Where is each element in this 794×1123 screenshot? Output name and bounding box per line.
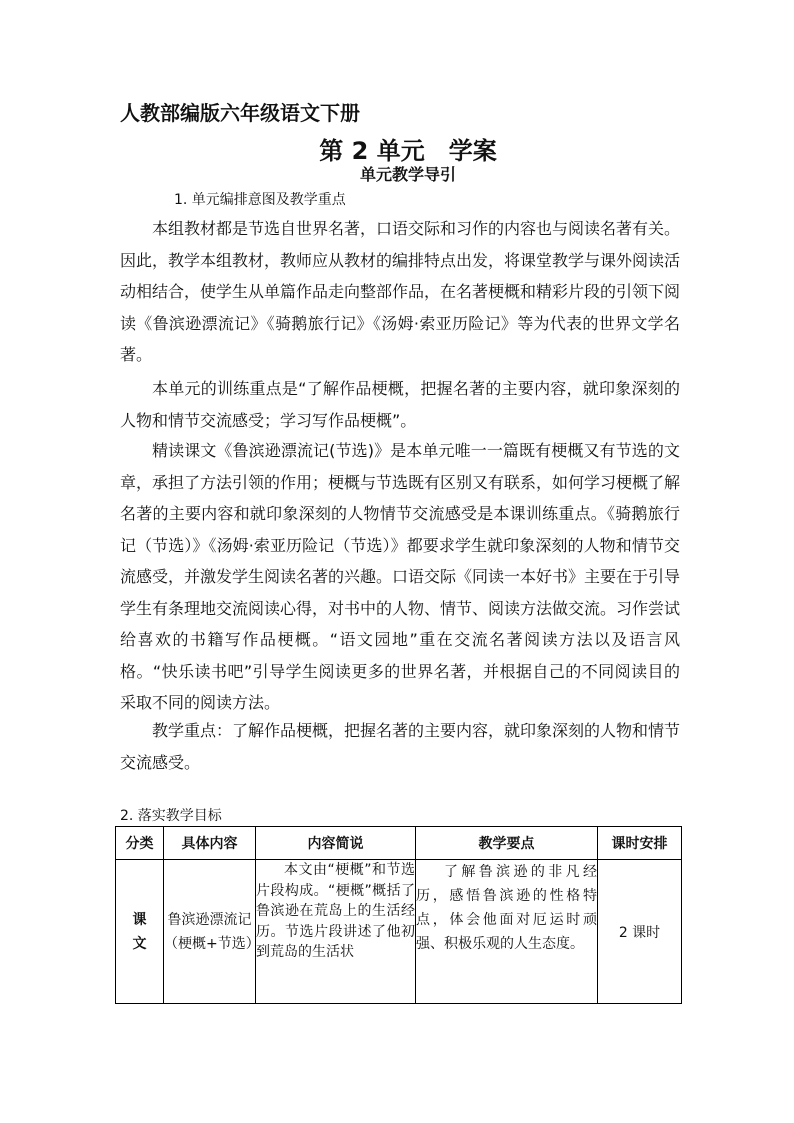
paragraph: 教学重点：了解作品梗概，把握名著的主要内容，就印象深刻的人物和情节交流感受。 <box>120 721 681 772</box>
column-header: 内容简说 <box>256 827 416 860</box>
column-header: 课时安排 <box>598 827 682 860</box>
table-header-row <box>116 827 682 860</box>
teaching-goals-table <box>115 826 682 1004</box>
category-text: 课文 <box>132 911 147 952</box>
content-cell: 鲁滨逊漂流记（梗概+节选） <box>164 860 256 1004</box>
paragraph: 精读课文《鲁滨逊漂流记(节选)》是本单元唯一一篇既有梗概又有节选的文章，承担了方法引领的作用；梗概与节选既有区别又有联系，如何学习梗概了解名著的主要内容和就印象深刻的人物情节交流感受是本课训练重点。《骑鹅旅行记（节选）》《汤姆·索亚历险记（节选）》都要求学生就印象深刻的人物和情节交流感受，并激发学生阅读名著的兴趣。口语交际《同读一本好书》主要在于引导学生有条理地交流阅读心得，对书中的人物、情节、阅读方法做交流。习作尝试给喜欢的书籍写作品梗概。“语文园地”重在交流名著阅读方法以及语言风格。“快乐读书吧”引导学生阅读更多的世界名著，并根据自己的不同阅读目的采取不同的阅读方法。 <box>120 441 681 712</box>
paragraph: 本组教材都是节选自世界名著，口语交际和习作的内容也与阅读名著有关。因此，教学本组教材，教师应从教材的编排特点出发，将课堂教学与课外阅读活动相结合，使学生从单篇作品走向整部作品，在名著梗概和精彩片段的引领下阅读《鲁滨逊漂流记》《骑鹅旅行记》《汤姆·索亚历险记》等为代表的世界文学名著。 <box>120 219 681 364</box>
brief-cell <box>256 860 416 1004</box>
brief-text: 本文由“梗概”和节选片段构成。“梗概”概括了鲁滨逊在荒岛上的生活经历。节选片段讲述了他初到荒岛的生活状 <box>256 862 415 960</box>
column-header: 教学要点 <box>416 827 598 860</box>
paragraph: 本单元的训练重点是“了解作品梗概，把握名著的主要内容，就印象深刻的人物和情节交流感受；学习写作品梗概”。 <box>120 379 680 430</box>
guide-title: 单元教学导引 <box>359 165 456 184</box>
table-row <box>116 860 682 1004</box>
class-hours-cell: 2 课时 <box>598 860 682 1004</box>
section-1-heading: 1. 单元编排意图及教学重点 <box>174 192 346 208</box>
column-header: 具体内容 <box>164 827 256 860</box>
column-header: 分类 <box>116 827 164 860</box>
section-2-heading: 2. 落实教学目标 <box>120 808 222 824</box>
book-title: 人教部编版六年级语文下册 <box>120 101 360 125</box>
teaching-points-cell: 了解鲁滨逊的非凡经历，感悟鲁滨逊的性格特点，体会他面对厄运时顽强、积极乐观的人生态度。 <box>416 860 598 1004</box>
unit-title: 第 2 单元 学案 <box>319 137 497 165</box>
category-cell <box>116 860 164 1004</box>
